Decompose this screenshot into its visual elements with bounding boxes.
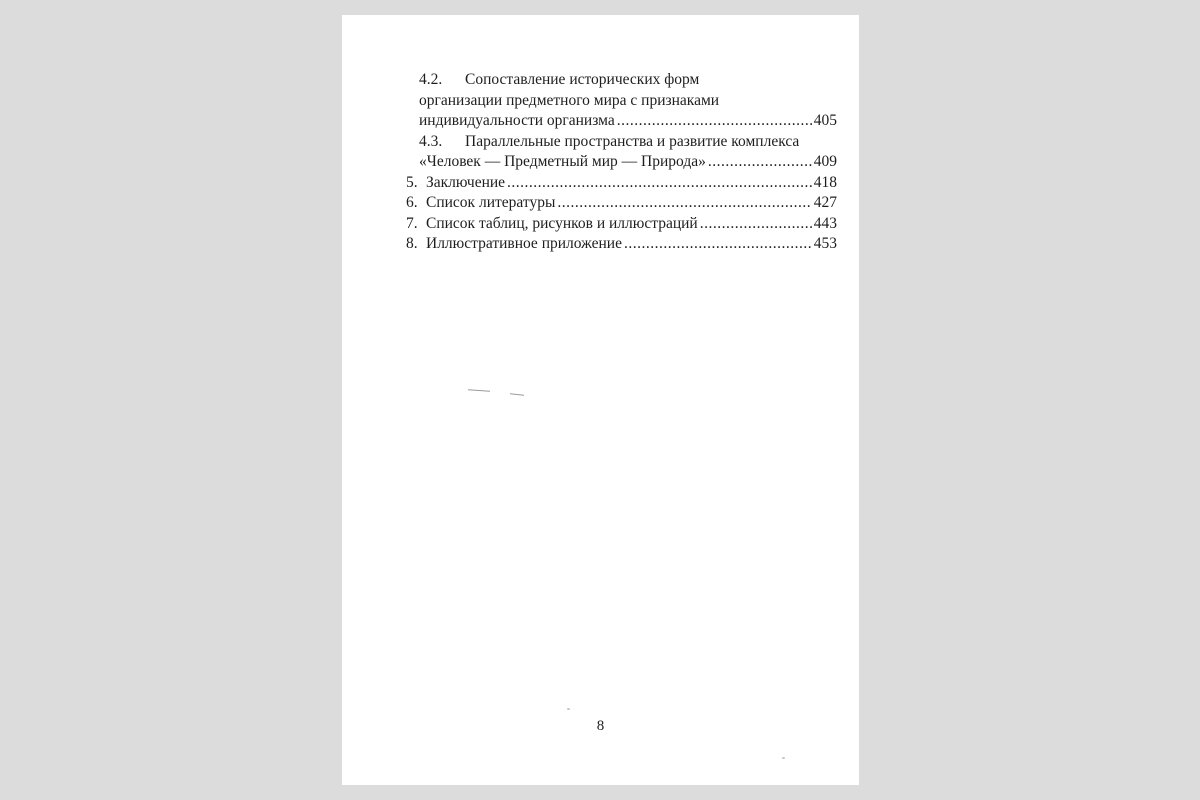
- toc-entry-title: Параллельные пространства и развитие комплекса: [465, 132, 800, 150]
- dot-leader: [557, 193, 811, 214]
- dot-leader: [624, 234, 812, 255]
- document-page: [342, 15, 859, 785]
- scan-mark: [468, 389, 490, 392]
- toc-entry-title: Сопоставление исторических форм: [465, 71, 700, 88]
- toc-entry-title-continued: индивидуальности организма: [419, 112, 615, 129]
- toc-entry-title: Список литературы: [426, 194, 556, 211]
- toc-page-number: 453: [813, 235, 837, 252]
- dot-leader: [507, 173, 812, 194]
- scan-speck: [567, 708, 570, 710]
- toc-page-number: 409: [813, 153, 837, 170]
- toc-entry-4-2-line-1: [406, 70, 837, 91]
- toc-entry-number: 4.3.: [419, 132, 443, 150]
- scan-mark: [510, 393, 524, 395]
- toc-entry-title: Заключение: [426, 173, 506, 191]
- toc-page-number: 427: [813, 194, 837, 211]
- scan-speck: [782, 757, 785, 759]
- toc-entry-8: [406, 234, 837, 255]
- toc-entry-4-2-line-2: [406, 91, 837, 112]
- toc-entry-number: 7.: [406, 214, 418, 232]
- toc-entry-4-3-line-1: [406, 132, 837, 153]
- dot-leader: [617, 111, 812, 132]
- dot-leader: [708, 152, 812, 173]
- toc-entry-title-continued: организации предметного мира с признаками: [419, 91, 720, 109]
- toc-entry-number: 8.: [406, 235, 418, 252]
- toc-page-number: 418: [813, 173, 837, 191]
- toc-entry-number: 6.: [406, 194, 418, 211]
- toc-entry-7: [406, 214, 837, 235]
- toc-entry-6: [406, 193, 837, 214]
- toc-entry-5: [406, 173, 837, 194]
- toc-entry-title: Иллюстративное приложение: [426, 235, 622, 252]
- page-number: 8: [596, 718, 605, 734]
- toc-entry-title: Список таблиц, рисунков и иллюстраций: [426, 214, 698, 232]
- toc-entry-number: 5.: [406, 173, 418, 191]
- toc-page-number: 443: [813, 214, 837, 232]
- toc-entry-number: 4.2.: [419, 71, 443, 88]
- table-of-contents: [406, 70, 837, 255]
- toc-entry-4-3-line-2: [406, 152, 837, 173]
- toc-entry-title-continued: «Человек — Предметный мир — Природа»: [419, 153, 706, 170]
- toc-entry-4-2-line-3: [406, 111, 837, 132]
- toc-page-number: 405: [813, 112, 837, 129]
- dot-leader: [700, 214, 812, 235]
